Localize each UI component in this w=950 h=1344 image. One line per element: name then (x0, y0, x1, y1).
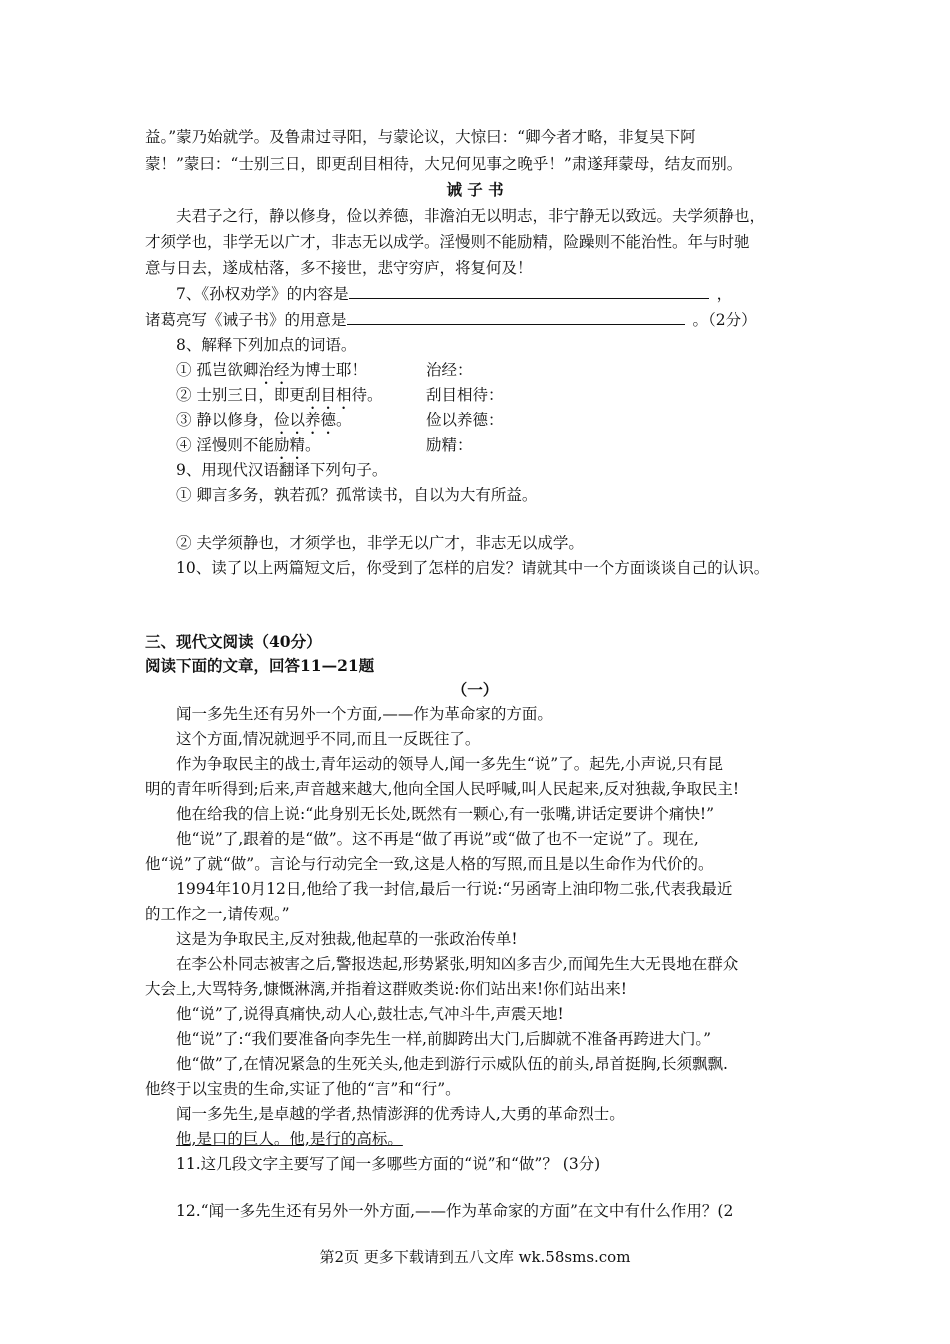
passage-line: 闻一多先生,是卓越的学者,热情澎湃的优秀诗人,大勇的革命烈士。 (176, 1105, 625, 1123)
question-8: 8、解释下列加点的词语。 (176, 336, 357, 354)
question-9-item-1: ① 卿言多务，孰若孤？孤常读书，自以为大有所益。 (176, 486, 538, 504)
question-7b: 诸葛亮写《诫子书》的用意是 。（2分） (145, 311, 757, 329)
section-3-heading: 三、现代文阅读（40分） (145, 632, 322, 651)
passage-line: 他终于以宝贵的生命,实证了他的“言”和“行”。 (145, 1080, 461, 1098)
passage-line: 他“说”了:“我们要准备向李先生一样,前脚跨出大门,后脚就不准备再跨进大门。” (176, 1030, 712, 1048)
question-12: 12.“闻一多先生还有另外一外方面,——作为革命家的方面”在文中有什么作用？(2 (176, 1202, 734, 1220)
passage-line: 闻一多先生还有另外一个方面,——作为革命家的方面。 (176, 705, 553, 723)
essay-para-line-3: 意与日去，遂成枯落，多不接世，悲守穷庐，将复何及！ (145, 259, 533, 277)
passage-line: 明的青年听得到;后来,声音越来越大,他向全国人民呼喊,叫人民起来,反对独裁,争取民主! (145, 780, 740, 798)
passage-line: 这个方面,情况就迥乎不同,而且一反既往了。 (176, 730, 481, 748)
passage-line: 在李公朴同志被害之后,警报迭起,形势紧张,明知凶多吉少,而闻先生大无畏地在群众 (176, 955, 739, 973)
question-9-item-2: ② 夫学须静也，才须学也，非学无以广才，非志无以成学。 (176, 534, 584, 552)
passage-line: 他“说”了,说得真痛快,动人心,鼓壮志,气冲斗牛,声震天地! (176, 1005, 564, 1023)
answer-blank-7b[interactable] (347, 310, 685, 325)
essay-para-line-1: 夫君子之行，静以修身，俭以养德，非澹泊无以明志，非宁静无以致远。夫学须静也， (176, 207, 766, 225)
passage-line-underlined: 他,是口的巨人。他,是行的高标。 (176, 1130, 403, 1148)
passage-line: 1994年10月12日,他给了我一封信,最后一行说:“另函寄上油印物二张,代表我最近 (176, 880, 733, 898)
page-footer: 第2页 更多下载请到五八文库 wk.58sms.com (319, 1248, 631, 1266)
question-8-item-2: ② 士别三日，即更刮目相待。 刮目相待： (176, 386, 504, 404)
question-10: 10、读了以上两篇短文后，你受到了怎样的启发？请就其中一个方面谈谈自己的认识。 (176, 559, 770, 577)
passage-line: 的工作之一,请传观。” (145, 905, 290, 923)
passage-line: 他在给我的信上说:“此身别无长处,既然有一颗心,有一张嘴,讲话定要讲个痛快!” (176, 805, 715, 823)
question-8-item-4: ④ 淫慢则不能励精。 励精： (176, 436, 473, 454)
question-8-item-1: ① 孤岂欲卿治经为博士耶！ 治经： (176, 361, 473, 379)
passage-line: 大会上,大骂特务,慷慨淋漓,并指着这群败类说:你们站出来!你们站出来! (145, 980, 627, 998)
passage-part-label: （一） (451, 680, 499, 699)
section-3-instruction: 阅读下面的文章，回答11—21题 (145, 656, 375, 675)
question-11: 11.这几段文字主要写了闻一多哪些方面的“说”和“做”？ (3分) (176, 1155, 601, 1173)
essay-para-line-2: 才须学也，非学无以广才，非志无以成学。淫慢则不能励精，险躁则不能治性。年与时驰 (145, 233, 750, 251)
passage-line: 他“说”了,跟着的是“做”。这不再是“做了再说”或“做了也不一定说”了。现在, (176, 830, 699, 848)
essay-title: 诫 子 书 (446, 180, 504, 199)
question-9: 9、用现代汉语翻译下列句子。 (176, 461, 388, 479)
passage-line: 他“做”了,在情况紧急的生死关头,他走到游行示威队伍的前头,昂首挺胸,长须飘飘. (176, 1055, 728, 1073)
classical-text-line-1: 益。”蒙乃始就学。及鲁肃过寻阳，与蒙论议，大惊曰：“卿今者才略，非复吴下阿 (145, 128, 696, 146)
passage-line: 他“说”了就“做”。言论与行动完全一致,这是人格的写照,而且是以生命作为代价的。 (145, 855, 714, 873)
passage-line: 这是为争取民主,反对独裁,他起草的一张政治传单! (176, 930, 518, 948)
classical-text-line-2: 蒙！”蒙曰：“士别三日，即更刮目相待，大兄何见事之晚乎！”肃遂拜蒙母，结友而别。 (145, 155, 743, 173)
question-7a: 7、《孙权劝学》的内容是 ， (176, 285, 733, 303)
answer-blank-7a[interactable] (349, 284, 709, 299)
question-8-item-3: ③ 静以修身，俭以养德。 俭以养德： (176, 411, 504, 429)
passage-line: 作为争取民主的战士,青年运动的领导人,闻一多先生“说”了。起先,小声说,只有昆 (176, 755, 724, 773)
